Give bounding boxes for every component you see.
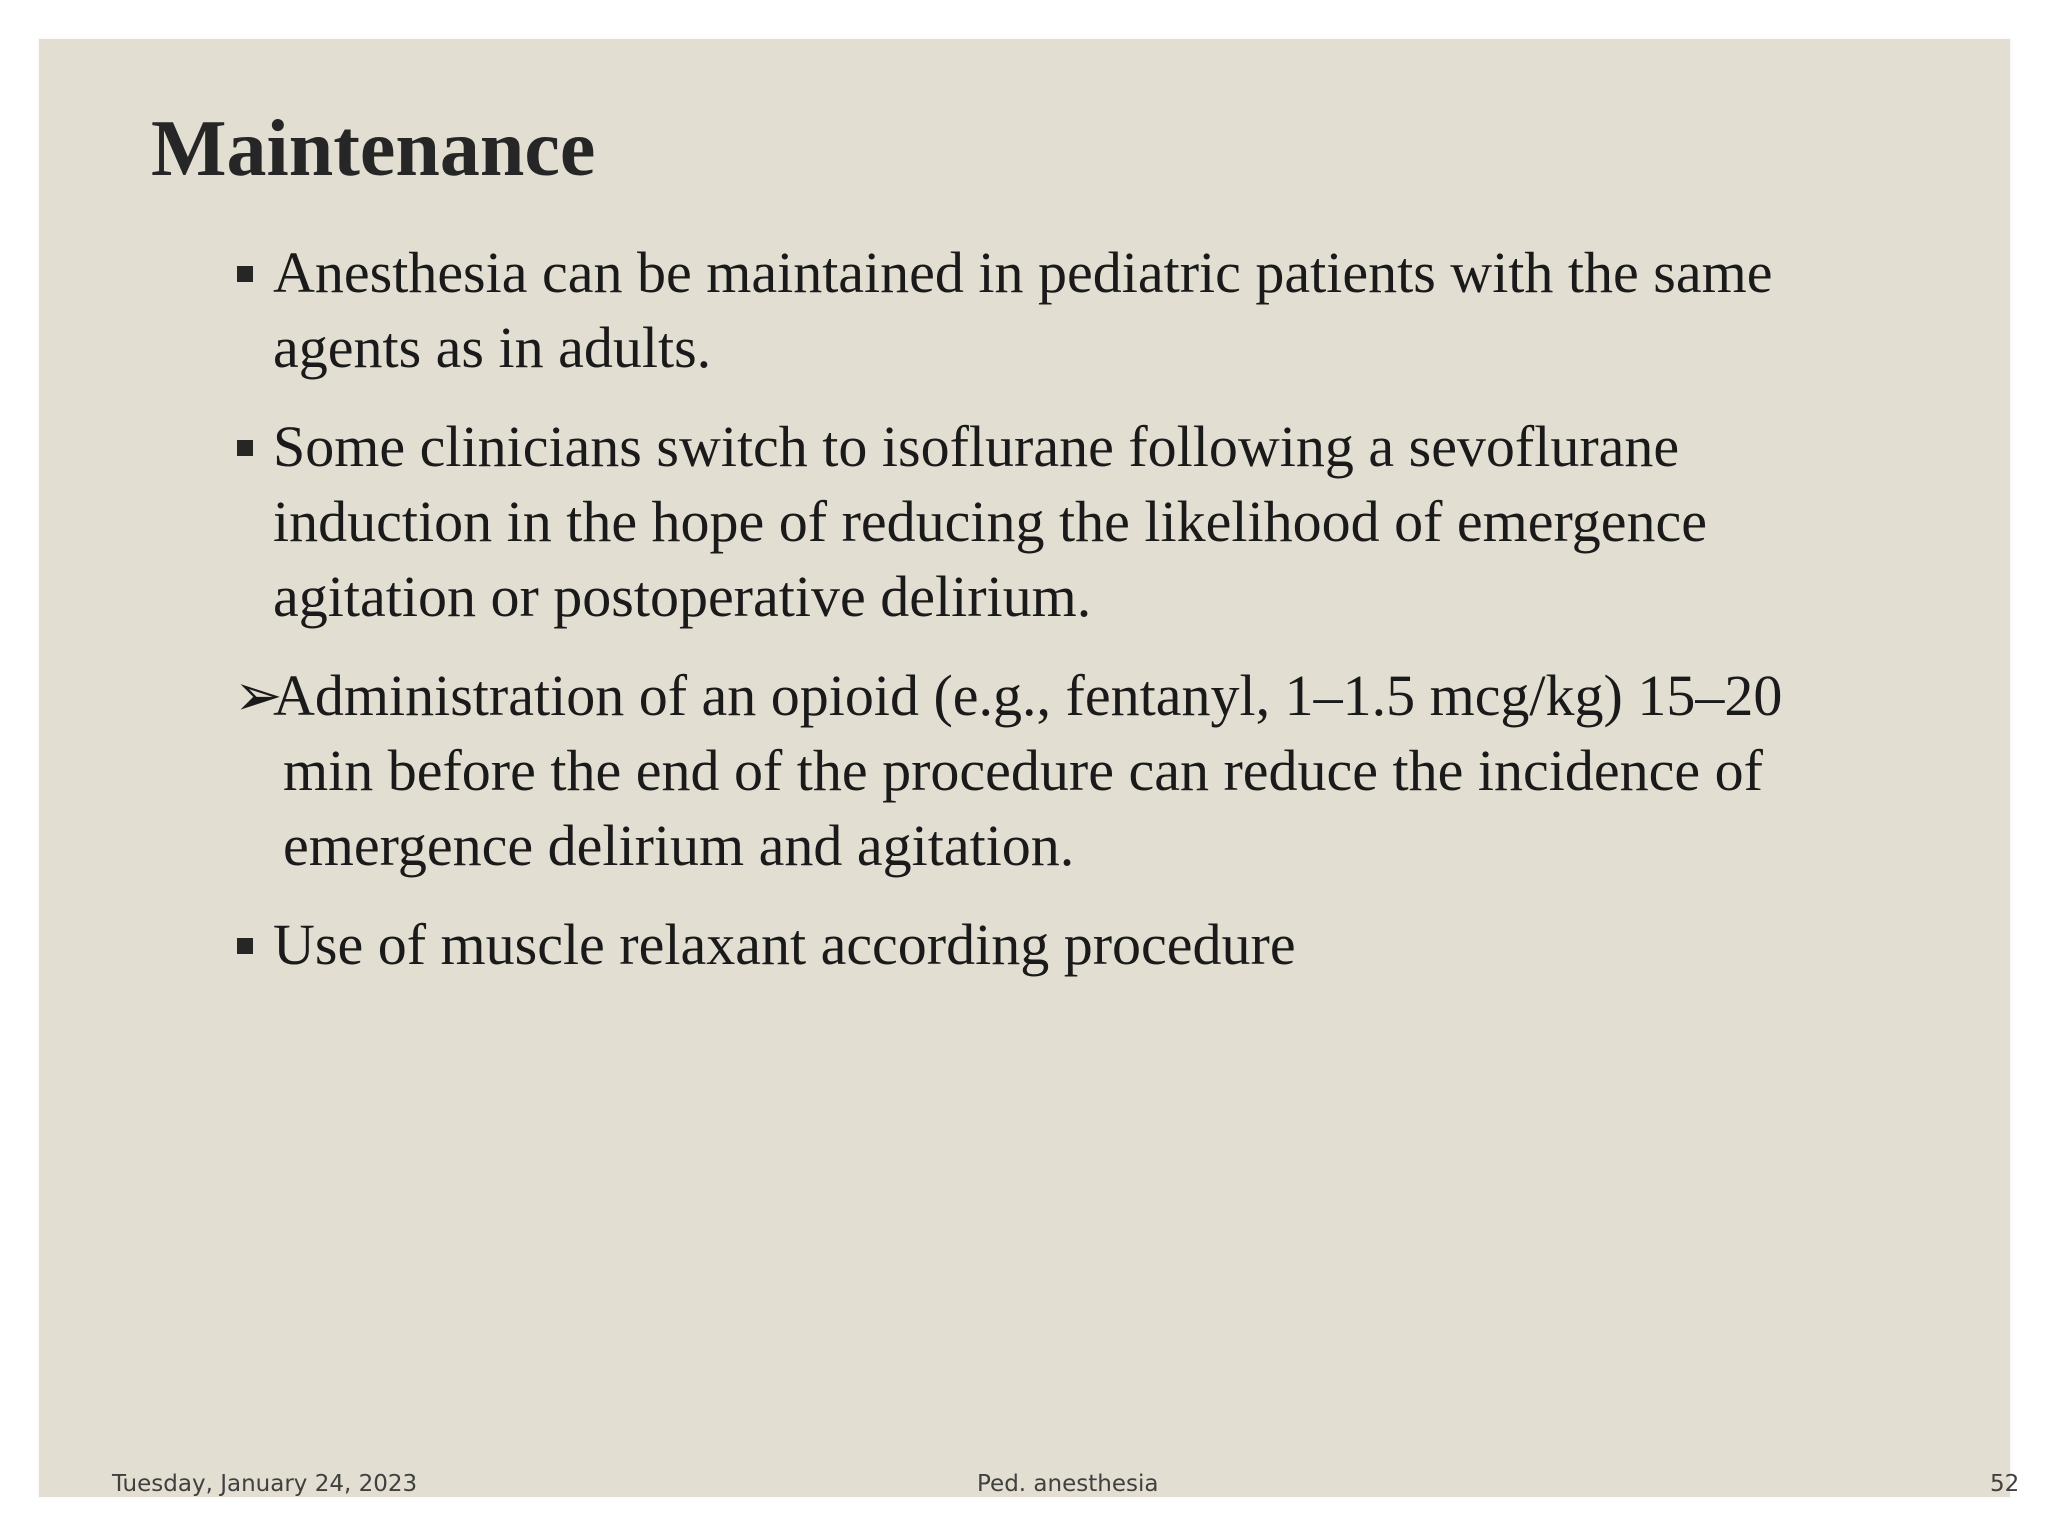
square-bullet-icon [237,938,253,954]
footer-page-number: 52 [1990,1471,2020,1497]
bullet-text: Use of muscle relaxant according procedure [273,912,1296,977]
bullet-text: Anesthesia can be maintained in pediatric patients with the same agents as in adults. [273,240,1773,380]
footer-topic: Ped. anesthesia [977,1471,1159,1497]
bullet-item [234,235,1884,385]
slide-title: Maintenance [151,105,596,193]
square-bullet-icon [237,266,253,282]
bullet-item [234,907,1884,982]
bullet-list [234,235,1884,1006]
bullet-text: Administration of an opioid (e.g., fentanyl, 1–1.5 mcg/kg) 15–20 min before the end of the procedure can reduce the incidence of emergence delirium and agitation. [273,663,1783,878]
footer-date: Tuesday, January 24, 2023 [112,1471,418,1497]
slide [39,39,2020,1497]
square-bullet-icon [237,440,253,456]
bullet-text: Some clinicians switch to isoflurane following a sevoflurane induction in the hope of reducing the likelihood of emergence agitation or postoperative delirium. [273,414,1707,629]
bullet-item [234,409,1884,634]
arrow-bullet-icon: ➢ [234,663,283,728]
bullet-item [234,658,1884,883]
